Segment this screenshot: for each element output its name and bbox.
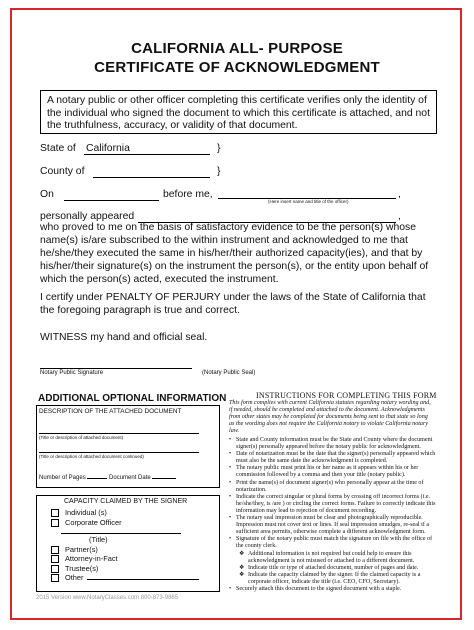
capacity-list [51,508,199,583]
bullet-line: notarization. [236,486,267,493]
instructions-heading: INSTRUCTIONS FOR COMPLETING THIS FORM [256,391,437,400]
officer-hint: (Here insert name and title of the officer) [268,199,349,204]
form-title-line1: CALIFORNIA ALL- PURPOSE [131,40,343,57]
doc-title-cont-hint: (Title or description of attached document continued) [39,454,144,459]
capacity-item-label: Attorney-in-Fact [65,554,118,563]
signature-label: Notary Public Signature [40,370,104,376]
doc-title-hint: (Title or description of attached document) [39,435,124,440]
bullet-line: the county clerk. [236,543,277,550]
optional-heading: ADDITIONAL OPTIONAL INFORMATION [38,393,227,404]
witness-text: WITNESS my hand and official seal. [40,332,208,343]
bullet-line: Date of notarization must be the date that the signer(s) personally appeared which [236,451,436,458]
form-title-line2: CERTIFICATE OF ACKNOWLEDGMENT [94,59,380,76]
state-label: State of [40,143,76,154]
doc-date-label: Document Date [109,475,151,481]
bullet-line: must also be the same date the acknowledgment is completed. [236,458,388,465]
intro-line: law. [229,428,239,435]
pages-date-row [39,472,176,481]
officer-title-field[interactable] [61,527,181,534]
pages-label: Number of Pages [39,475,86,481]
checkbox[interactable] [51,574,59,582]
bullet-line: acknowledgment is not misused or attached to a different document. [248,557,415,564]
capacity-item-label: Individual (s) [65,508,107,517]
perjury-line: the foregoing paragraph is true and correct. [40,305,240,316]
capacity-item-trustee[interactable] [51,564,199,574]
checkbox[interactable] [51,509,59,517]
bullet-line: he/she/they, is /are ) or circling the correct forms. Failure to correctly indicate this [236,500,436,507]
capacity-item-label: Other [65,573,84,582]
state-field[interactable] [84,142,210,155]
bullet-item: • Securely attach this document to the signed document with a staple. [229,585,402,592]
description-box [36,405,220,488]
title-label: (Title) [89,535,108,544]
bullet-line: signer(s) personally appeared before the notary public for acknowledgment. [236,444,421,451]
checkbox[interactable] [51,555,59,563]
capacity-item-label: Trustee(s) [65,563,99,573]
notice-box [40,90,437,134]
bullet-line: Additional information is not required but could help to ensure this [248,550,412,557]
capacity-item-label: Corporate Officer [65,517,122,527]
bullet-item: • The notary seal impression must be clear and photographically reproducible. Impression must not cover text or lines. If seal impression smudges, re-seal if a sufficient area permits, otherwise complete a different acknowledgment form. [229,515,430,536]
bullet-item: • The notary public must print his or her name as it appears within his or her commission followed by a comma and then your title (notary public). [229,465,419,479]
bullet-line: Indicate title or type of attached document, number of pages and date. [248,564,419,571]
perjury-line: I certify under PENALTY OF PERJURY under the laws of the State of California that [40,292,426,303]
other-field[interactable] [87,573,199,580]
county-label: County of [40,166,85,177]
bullet-line: corporate officer, indicate the title (i.e. CEO, CFO, Secretary). [248,578,400,585]
bullet-line: information may lead to rejection of document recording. [236,507,377,514]
description-heading: DESCRIPTION OF THE ATTACHED DOCUMENT [39,408,182,415]
before-me-label: before me, [163,189,213,200]
checkbox[interactable] [51,565,59,573]
capacity-item-attorney[interactable] [51,554,199,564]
bullet-line: Indicate the capacity claimed by the signer. If the claimed capacity is a [248,571,421,578]
sub-bullet-item: ❖ Indicate title or type of attached document, number of pages and date. [239,564,419,571]
bullet-line: Signature of the notary public must match the signature on file with the office of [236,536,433,543]
intro-line: This form complies with current California statutes regarding notary wording and, [229,400,431,406]
intro-line: if needed, should be completed and attached to the document. Acknowledgments [229,407,425,414]
notice-text: A notary public or other officer completing this certificate verifies only the identity of the individual who signed the document to which this certificate is attached, and not the truthfulness, accuracy, or validity of that document. [47,95,430,131]
officer-title-row [51,527,199,535]
capacity-box [36,495,220,592]
intro-line: as the wording does not require the California notary to violate California notary [229,421,429,428]
county-field[interactable] [93,165,210,178]
sub-bullet-item: ❖ Indicate the capacity claimed by the signer. If the claimed capacity is a corporate officer, indicate the title (i.e. CEO, CFO, Secretary). [239,571,421,585]
bullet-item: • Date of notarization must be the date that the signer(s) personally appeared which must also be the same date the acknowledgment is completed. [229,451,436,465]
sub-bullet-item: ❖ Additional information is not required but could help to ensure this acknowledgment is not misused or attached to a different document. [239,550,415,564]
venue-brace-2: } [217,166,221,177]
proof-line: name(s) is/are subscribed to the within instrument and acknowledged to me that [40,235,408,246]
bullet-line: Securely attach this document to the signed document with a staple. [236,585,402,592]
proof-line: who proved to me on the basis of satisfactory evidence to be the person(s) whose [40,222,417,233]
officer-comma: , [398,189,401,200]
doc-date-field[interactable] [152,472,176,479]
footer-text: 2015 Version www.NotaryClasses.com 800-873-9865 [36,595,179,601]
capacity-item-partner[interactable] [51,545,199,555]
proof-line: he/she/they executed the same in his/her/their authorized capacity(ies), and that by [40,248,423,259]
officer-name-field[interactable] [218,188,396,199]
doc-title-cont-field[interactable] [39,452,199,453]
signer-comma: , [398,211,401,222]
bullet-line: State and County information must be the State and County where the document [236,437,433,443]
proof-line: his/her/their signature(s) on the instrument the person(s), or the entity upon behalf of [40,261,429,272]
state-value: California [86,143,130,154]
bullet-item: • Signature of the notary public must match the signature on file with the office of the county clerk. [229,536,433,550]
pages-field[interactable] [87,472,107,479]
intro-line: from other states may be completed for documents being sent to that state so long [229,414,428,421]
capacity-heading: CAPACITY CLAIMED BY THE SIGNER [64,498,188,505]
instructions-bullets [229,437,451,593]
bullet-line: Indicate the correct singular or plural forms by crossing off incorrect forms (i.e. [236,493,431,500]
bullet-item: • State and County information must be the State and County where the document signer(s) personally appeared before the notary public for acknowledgment. [229,437,433,451]
proof-paragraph [40,221,450,286]
capacity-item-corporate-officer[interactable] [51,518,199,528]
checkbox[interactable] [51,519,59,527]
perjury-paragraph [40,291,450,317]
venue-brace-1: } [217,143,221,154]
signature-line[interactable] [40,367,192,369]
capacity-item-other[interactable] [51,573,199,583]
personally-appeared-label: personally appeared [40,211,135,222]
bullet-line: The notary seal impression must be clear and photographically reproducible. [236,515,423,522]
instructions-intro [229,400,451,435]
bullet-item: • Indicate the correct singular or plural forms by crossing off incorrect forms (i.e. he/she/they, is /are ) or circling the correct forms. Failure to correctly indicate this information may lead to rejection of document recording. [229,493,436,514]
on-label: On [40,189,54,200]
date-field[interactable] [64,188,159,201]
bullet-item: • Print the name(s) of document signer(s) who personally appear at the time of notarization. [229,479,424,493]
bullet-line: Print the name(s) of document signer(s) who personally appear at the time of [236,479,424,486]
bullet-line: sufficient area permits, otherwise complete a different acknowledgment form. [236,529,426,536]
proof-line: which the person(s) acted, executed the instrument. [40,274,279,285]
bullet-line: Impression must not cover text or lines. If seal impression smudges, re-seal if a [236,522,430,529]
capacity-item-label: Partner(s) [65,544,98,554]
capacity-item-individual[interactable] [51,508,199,518]
seal-label: (Notary Public Seal) [202,370,256,376]
bullet-line: commission followed by a comma and then your title (notary public). [236,472,406,479]
bullet-line: The notary public must print his or her name as it appears within his or her [236,465,419,472]
doc-title-field[interactable] [39,433,199,434]
checkbox[interactable] [51,546,59,554]
